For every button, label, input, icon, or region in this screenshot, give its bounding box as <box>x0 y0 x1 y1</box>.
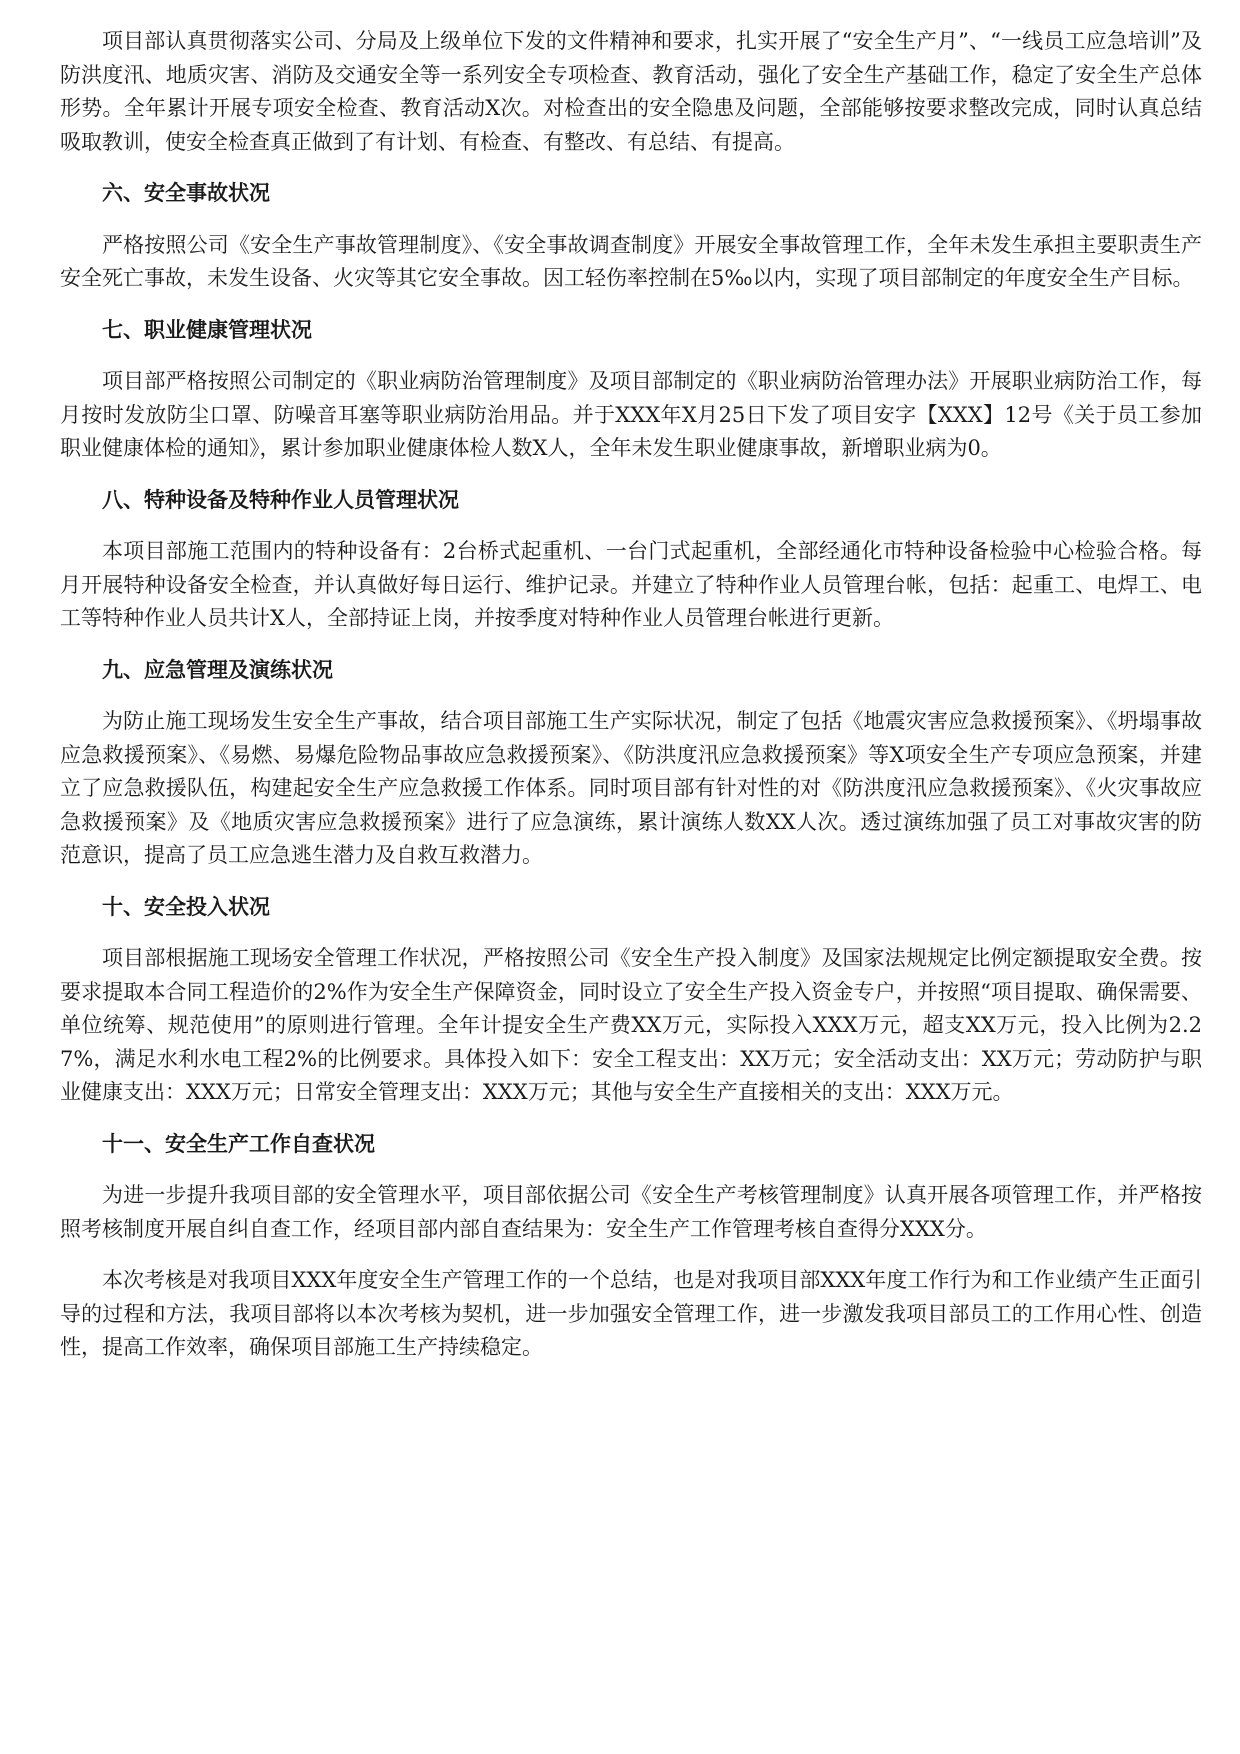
section-heading-occupational-health: 七、职业健康管理状况 <box>102 317 312 342</box>
closing-paragraph: 本次考核是对我项目XXX年度安全生产管理工作的一个总结，也是对我项目部XXX年度工作行为和工作业绩产生正面引导的过程和方法，我项目部将以本次考核为契机，进一步加强安全管理工作，进一步激发我项目部员工的工作用心性、创造性，提高工作效率，确保项目部施工生产持续稳定。 <box>60 1268 1202 1359</box>
section-paragraph-occupational-health: 项目部严格按照公司制定的《职业病防治管理制度》及项目部制定的《职业病防治管理办法》开展职业病防治工作，每月按时发放防尘口罩、防噪音耳塞等职业病防治用品。并于XXX年X月25日下发了项目安字【XXX】12号《关于员工参加职业健康体检的通知》，累计参加职业健康体检人数X人，全年未发生职业健康事故，新增职业病为0。 <box>60 369 1202 460</box>
section-heading-accident: 六、安全事故状况 <box>102 181 270 205</box>
section-paragraph-safety-investment: 项目部根据施工现场安全管理工作状况，严格按照公司《安全生产投入制度》及国家法规规定比例定额提取安全费。按要求提取本合同工程造价的2%作为安全生产保障资金，同时设立了安全生产投入资金专户，并按照“项目提取、确保需要、单位统筹、规范使用”的原则进行管理。全年计提安全生产费XX万元，实际投入XXX万元，超支XX万元，投入比例为2.27%，满足水利水电工程2%的比例要求。具体投入如下：安全工程支出：XX万元；安全活动支出：XX万元；劳动防护与职业健康支出：XXX万元；日常安全管理支出：XXX万元；其他与安全生产直接相关的支出：XXX万元。 <box>60 946 1202 1104</box>
section-paragraph-emergency: 为防止施工现场发生安全生产事故，结合项目部施工生产实际状况，制定了包括《地震灾害应急救援预案》、《坍塌事故应急救援预案》、《易燃、易爆危险物品事故应急救援预案》、《防洪度汛应急救援预案》等X项安全生产专项应急预案，并建立了应急救援队伍，构建起安全生产应急救援工作体系。同时项目部有针对性的对《防洪度汛应急救援预案》、《火灾事故应急救援预案》及《地质灾害应急救援预案》进行了应急演练，累计演练人数XX人次。透过演练加强了员工对事故灾害的防范意识，提高了员工应急逃生潜力及自救互救潜力。 <box>60 709 1202 867</box>
section-heading-special-equipment: 八、特种设备及特种作业人员管理状况 <box>102 487 459 512</box>
section-heading-safety-investment: 十、安全投入状况 <box>102 894 270 919</box>
section-paragraph-accident: 严格按照公司《安全生产事故管理制度》、《安全事故调查制度》开展安全事故管理工作，全年未发生承担主要职责生产安全死亡事故，未发生设备、火灾等其它安全事故。因工轻伤率控制在5‰以内，实现了项目部制定的年度安全生产目标。 <box>60 232 1202 290</box>
section-heading-emergency: 九、应急管理及演练状况 <box>102 657 333 682</box>
section-paragraph-special-equipment: 本项目部施工范围内的特种设备有：2台桥式起重机、一台门式起重机，全部经通化市特种设备检验中心检验合格。每月开展特种设备安全检查，并认真做好每日运行、维护记录。并建立了特种作业人员管理台帐，包括：起重工、电焊工、电工等特种作业人员共计X人，全部持证上岗，并按季度对特种作业人员管理台帐进行更新。 <box>60 539 1202 630</box>
section-heading-self-inspection: 十一、安全生产工作自查状况 <box>102 1131 375 1156</box>
intro-paragraph: 项目部认真贯彻落实公司、分局及上级单位下发的文件精神和要求，扎实开展了“安全生产月”、“一线员工应急培训”及防洪度汛、地质灾害、消防及交通安全等一系列安全专项检查、教育活动，强化了安全生产基础工作，稳定了安全生产总体形势。全年累计开展专项安全检查、教育活动X次。对检查出的安全隐患及问题，全部能够按要求整改完成，同时认真总结吸取教训，使安全检查真正做到了有计划、有检查、有整改、有总结、有提高。 <box>60 29 1202 154</box>
document-page <box>60 25 1202 1383</box>
section-paragraph-self-inspection: 为进一步提升我项目部的安全管理水平，项目部依据公司《安全生产考核管理制度》认真开展各项管理工作，并严格按照考核制度开展自纠自查工作，经项目部内部自查结果为：安全生产工作管理考核自查得分XXX分。 <box>60 1183 1202 1241</box>
